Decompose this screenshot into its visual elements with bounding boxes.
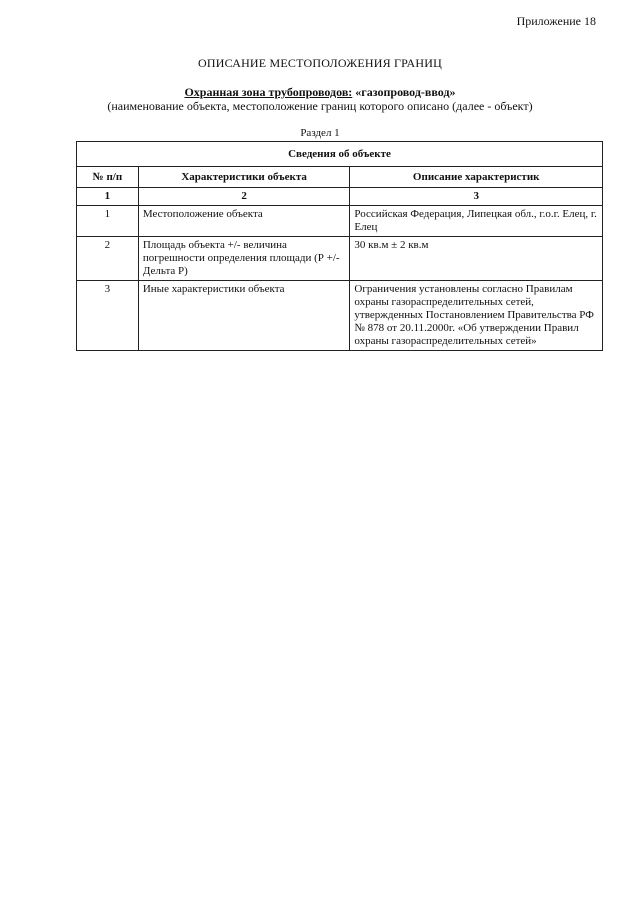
column-header-characteristic: Характеристики объекта — [138, 167, 350, 188]
object-info-table — [76, 141, 603, 351]
column-header-number: № п/п — [77, 167, 139, 188]
object-name: «газопровод-ввод» — [355, 85, 456, 99]
row-description: Ограничения установлены согласно Правилам охраны газораспределительных сетей, утвержденных Постановлением Правительства РФ № 878 от 20.11.2000г. «Об утверждении Правил охраны газораспределительных сетей» — [350, 281, 603, 351]
row-number: 2 — [77, 237, 139, 281]
column-number: 1 — [77, 188, 139, 206]
table-row — [77, 281, 603, 351]
table-row — [77, 237, 603, 281]
column-number: 3 — [350, 188, 603, 206]
table-heading-row — [77, 142, 603, 167]
row-description: Российская Федерация, Липецкая обл., г.о.г. Елец, г. Елец — [350, 206, 603, 237]
row-characteristic: Площадь объекта +/- величина погрешности определения площади (Р +/- Дельта Р) — [138, 237, 350, 281]
row-description: 30 кв.м ± 2 кв.м — [350, 237, 603, 281]
section-label: Раздел 1 — [300, 127, 340, 139]
table-heading: Сведения об объекте — [77, 142, 603, 167]
row-characteristic: Местоположение объекта — [138, 206, 350, 237]
object-line — [0, 85, 640, 100]
row-number: 3 — [77, 281, 139, 351]
object-type: Охранная зона трубопроводов: — [184, 85, 353, 99]
document-title: ОПИСАНИЕ МЕСТОПОЛОЖЕНИЯ ГРАНИЦ — [198, 56, 442, 70]
column-header-description: Описание характеристик — [350, 167, 603, 188]
row-characteristic: Иные характеристики объекта — [138, 281, 350, 351]
column-number: 2 — [138, 188, 350, 206]
table-row — [77, 206, 603, 237]
appendix-label: Приложение 18 — [516, 14, 596, 28]
column-numbers-row — [77, 188, 603, 206]
row-number: 1 — [77, 206, 139, 237]
table-header-row — [77, 167, 603, 188]
object-caption: (наименование объекта, местоположение границ которого описано (далее - объект) — [107, 99, 533, 113]
